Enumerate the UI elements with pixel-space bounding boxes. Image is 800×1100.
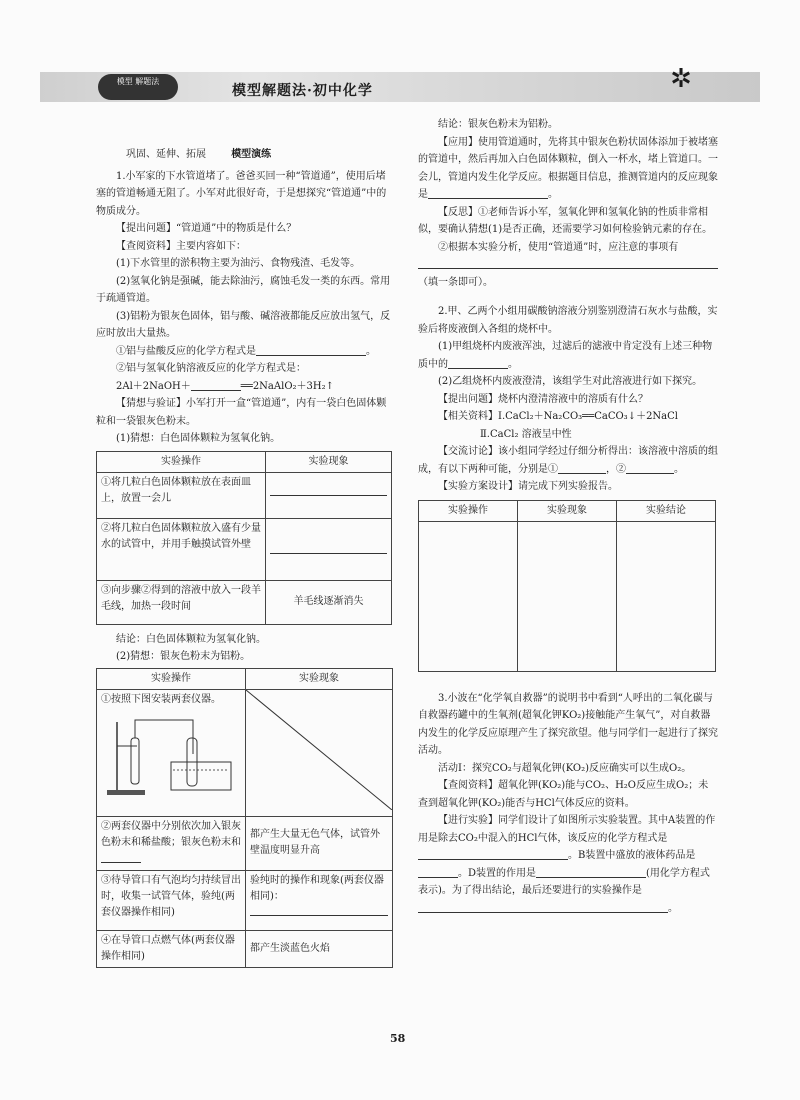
q1-reflect2 [418, 239, 718, 292]
q2-part1: (1)甲组烧杯内废液浑浊，过滤后的滤液中肯定没有上述三种物质中的 。 [418, 341, 713, 370]
table-cell [97, 816, 246, 870]
table-row [97, 689, 393, 816]
q1-question: 【提出问题】“管道通”中的物质是什么？ [116, 223, 297, 234]
q3-reference: 【查阅资料】超氧化钾(KO₂)能与CO₂、H₂O反应生成O₂；未查到超氧化钾(KO₂)能否与HCl气体反应的资料。 [418, 780, 709, 809]
q1-eq2: ②铝与氢氧化钠溶液反应的化学方程式是： [116, 363, 306, 374]
table-row [97, 580, 392, 624]
section-title: 模型演练 [231, 149, 272, 160]
q1-info-head: 【查阅资料】主要内容如下： [116, 240, 246, 252]
table-header: 实验结论 [617, 500, 716, 521]
q1-eq1-line: ①铝与盐酸反应的化学方程式是 。 [116, 345, 376, 357]
q3-exp3: 。D装置的作用是 [458, 867, 537, 879]
answer-blank[interactable] [428, 187, 548, 199]
answer-blank[interactable] [418, 901, 668, 913]
q1-guess2: (2)猜想：银灰色粉末为铝粉。 [116, 651, 251, 662]
table-cell[interactable] [518, 521, 617, 671]
answer-blank[interactable] [256, 344, 366, 356]
q2-part2: (2)乙组烧杯内废液澄清，该组学生对此溶液进行如下探究。 [438, 376, 703, 387]
right-column [418, 116, 718, 917]
q1-conclusion2: 结论：银灰色粉末为铝粉。 [438, 119, 558, 130]
table-cell: ②将几粒白色固体颗粒放入盛有少量水的试管中，并用手触摸试管外壁 [97, 518, 266, 580]
q1-eq3a: 2Al＋2NaOH＋ [116, 380, 191, 392]
q2-ref1: 【相关资料】Ⅰ.CaCl₂＋Na₂CO₃══CaCO₃↓＋2NaCl [438, 411, 678, 422]
q2-disc2: ，② [606, 463, 626, 475]
table-cell[interactable] [266, 472, 392, 518]
table-cell: 羊毛线逐渐消失 [266, 580, 392, 624]
q1-conclusion1: 结论：白色固体颗粒为氢氧化钠。 [116, 633, 266, 645]
q1-info-1: (1)下水管里的淤积物主要为油污、食物残渣、毛发等。 [116, 258, 361, 269]
table-row [97, 816, 393, 870]
table-cell: ④在导管口点燃气体(两套仪器操作相同) [97, 930, 246, 967]
table-cell: ③待导管口有气泡均匀持续冒出时，收集一试管气体，验纯(两套仪器操作相同) [97, 870, 246, 930]
q3-activity: 活动Ⅰ：探究CO₂与超氧化钾(KO₂)反应确实可以生成O₂。 [438, 762, 692, 774]
table-header: 实验现象 [266, 451, 392, 472]
q3-stem: 3.小波在“化学氧自救器”的说明书中看到“人呼出的二氧化碳与自救器药罐中的生氧剂(超氧化钾KO₂)接触能产生氧气”，对自救器内发生的化学反应原理产生了探究欲望。他与同学们一起进行了探究活动。 [418, 692, 718, 756]
page-header-title: 模型解题法·初中化学 [232, 83, 373, 99]
answer-blank[interactable] [418, 866, 458, 878]
section-tag: 巩固、延伸、拓展 [126, 149, 206, 160]
table-cell[interactable] [419, 521, 518, 671]
answer-blank[interactable] [536, 866, 646, 878]
table-header: 实验现象 [246, 668, 393, 689]
table-cell[interactable] [266, 518, 392, 580]
table-row [97, 930, 393, 967]
table-row [97, 870, 393, 930]
section-heading [96, 146, 394, 164]
q1-guess1: (1)猜想：白色固体颗粒为氢氧化钠。 [116, 433, 281, 444]
table-cell[interactable] [617, 521, 716, 671]
table-row [97, 518, 392, 580]
q2-part1-text: (1)甲组烧杯内废液浑浊，过滤后的滤液中肯定没有上述三种物质中的 [418, 341, 713, 370]
table-3 [418, 500, 716, 672]
q1-reflect: 【反思】①老师告诉小军，氢氧化钾和氢氧化钠的性质非常相似，要确认猜想(1)是否正确，还需要学习如何检验钠元素的存在。 [418, 206, 713, 235]
answer-blank[interactable] [191, 379, 241, 391]
t2-step2: ②两套仪器中分别依次加入银灰色粉末和稀盐酸；银灰色粉末和 [101, 820, 241, 848]
q1-eq3b: ══2NaAlO₂＋3H₂↑ [240, 380, 334, 392]
q3-experiment: 【进行实验】同学们设计了如图所示实验装置。其中A装置的作用是除去CO₂中混入的HCl气体，该反应的化学方程式是。B装置中盛放的液体药品是。D装置的作用是 (用化学方程式表示)。为了得出结论，最后还要进行的实验操作是。 [418, 815, 716, 914]
q2-stem: 2.甲、乙两个小组用碳酸钠溶液分别鉴别澄清石灰水与盐酸，实验后将废液倒入各组的烧杯中。 [418, 306, 718, 335]
reflect2-tail: （填一条即可）。 [418, 276, 493, 288]
apparatus-diagram [101, 708, 241, 800]
answer-blank[interactable] [558, 462, 606, 474]
q2-design: 【实验方案设计】请完成下列实验报告。 [438, 481, 618, 492]
table-header: 实验操作 [97, 451, 266, 472]
q1-stem: 1.小军家的下水管道堵了。爸爸买回一种“管道通”，使用后堵塞的管道畅通无阻了。小军对此很好奇，于是想探究“管道通”中的物质成分。 [96, 170, 387, 217]
q2-discussion: 【交流讨论】该小组同学经过仔细分析得出：该溶液中溶质的组成，有以下两种可能，分别是① ，② 。 [418, 446, 718, 475]
q3-exp4: (用化学方程式表示)。为了得出结论，最后还要进行的实验操作是 [418, 867, 710, 896]
table-cell: 都产生大量无色气体，试管外壁温度明显升高 [246, 816, 393, 870]
table-cell: ①将几粒白色固体颗粒放在表面皿上，放置一会儿 [97, 472, 266, 518]
table-header: 实验现象 [518, 500, 617, 521]
q1-guess: 【猜想与验证】小军打开一盒“管道通”，内有一袋白色固体颗粒和一袋银灰色粉末。 [96, 398, 387, 427]
q1-eq3-line [96, 378, 394, 396]
t2-step1: ①按照下图安装两套仪器。 [101, 693, 221, 705]
table-cell [97, 689, 246, 816]
page-number: 58 [390, 1032, 406, 1045]
answer-blank[interactable] [101, 851, 141, 863]
left-column [96, 146, 394, 968]
apply-text: 【应用】使用管道通时，先将其中银灰色粉状固体添加于被堵塞的管道中，然后再加入白色固体颗粒，倒入一杯水，堵上管道口。一会儿，管道内发生化学反应。根据题目信息，推测管道内的反应现象是 [418, 136, 718, 200]
table-row [97, 472, 392, 518]
table-row [419, 521, 716, 671]
q1-info-3: (3)铝粉为银灰色固体，铝与酸、碱溶液都能反应放出氢气，反应时放出大量热。 [96, 310, 391, 339]
answer-blank[interactable] [448, 357, 508, 369]
t2-step3-result: 验纯时的操作和现象(两套仪器相同)： [250, 874, 384, 902]
q1-info-2: (2)氢氧化钠是强碱，能去除油污，腐蚀毛发一类的东西。常用于疏通管道。 [96, 275, 391, 304]
q1-eq1: ①铝与盐酸反应的化学方程式是 [116, 345, 256, 357]
table-cell [246, 689, 393, 816]
q2-question: 【提出问题】烧杯内澄清溶液中的溶质有什么？ [438, 393, 648, 405]
answer-blank[interactable] [418, 257, 718, 269]
mascot-icon: ✲ [670, 64, 692, 94]
table-2 [96, 668, 393, 968]
q2-ref2: Ⅱ.CaCl₂ 溶液呈中性 [480, 428, 572, 440]
table-cell: 都产生淡蓝色火焰 [246, 930, 393, 967]
series-logo: 模型 解题法 [98, 74, 178, 100]
table-cell: ③向步骤②得到的溶液中放入一段羊毛线，加热一段时间 [97, 580, 266, 624]
q1-application: 【应用】使用管道通时，先将其中银灰色粉状固体添加于被堵塞的管道中，然后再加入白色固体颗粒，倒入一杯水，堵上管道口。一会儿，管道内发生化学反应。根据题目信息，推测管道内的反应现象是 。 [418, 136, 718, 200]
table-1 [96, 451, 392, 625]
q3-exp2: 。B装置中盛放的液体药品是 [568, 850, 696, 861]
table-header: 实验操作 [97, 668, 246, 689]
q2-disc-text: 【交流讨论】该小组同学经过仔细分析得出：该溶液中溶质的组成，有以下两种可能，分别是① [418, 446, 718, 475]
answer-blank[interactable] [250, 915, 388, 916]
answer-blank[interactable] [418, 848, 568, 860]
table-cell [246, 870, 393, 930]
answer-blank[interactable] [626, 462, 674, 474]
diagonal-strike [246, 690, 392, 810]
q3-exp-text: 【进行实验】同学们设计了如图所示实验装置。其中A装置的作用是除去CO₂中混入的HCl气体，该反应的化学方程式是 [418, 815, 716, 844]
reflect2-text: ②根据本实验分析，使用“管道通”时，应注意的事项有 [438, 241, 679, 253]
table-header: 实验操作 [419, 500, 518, 521]
